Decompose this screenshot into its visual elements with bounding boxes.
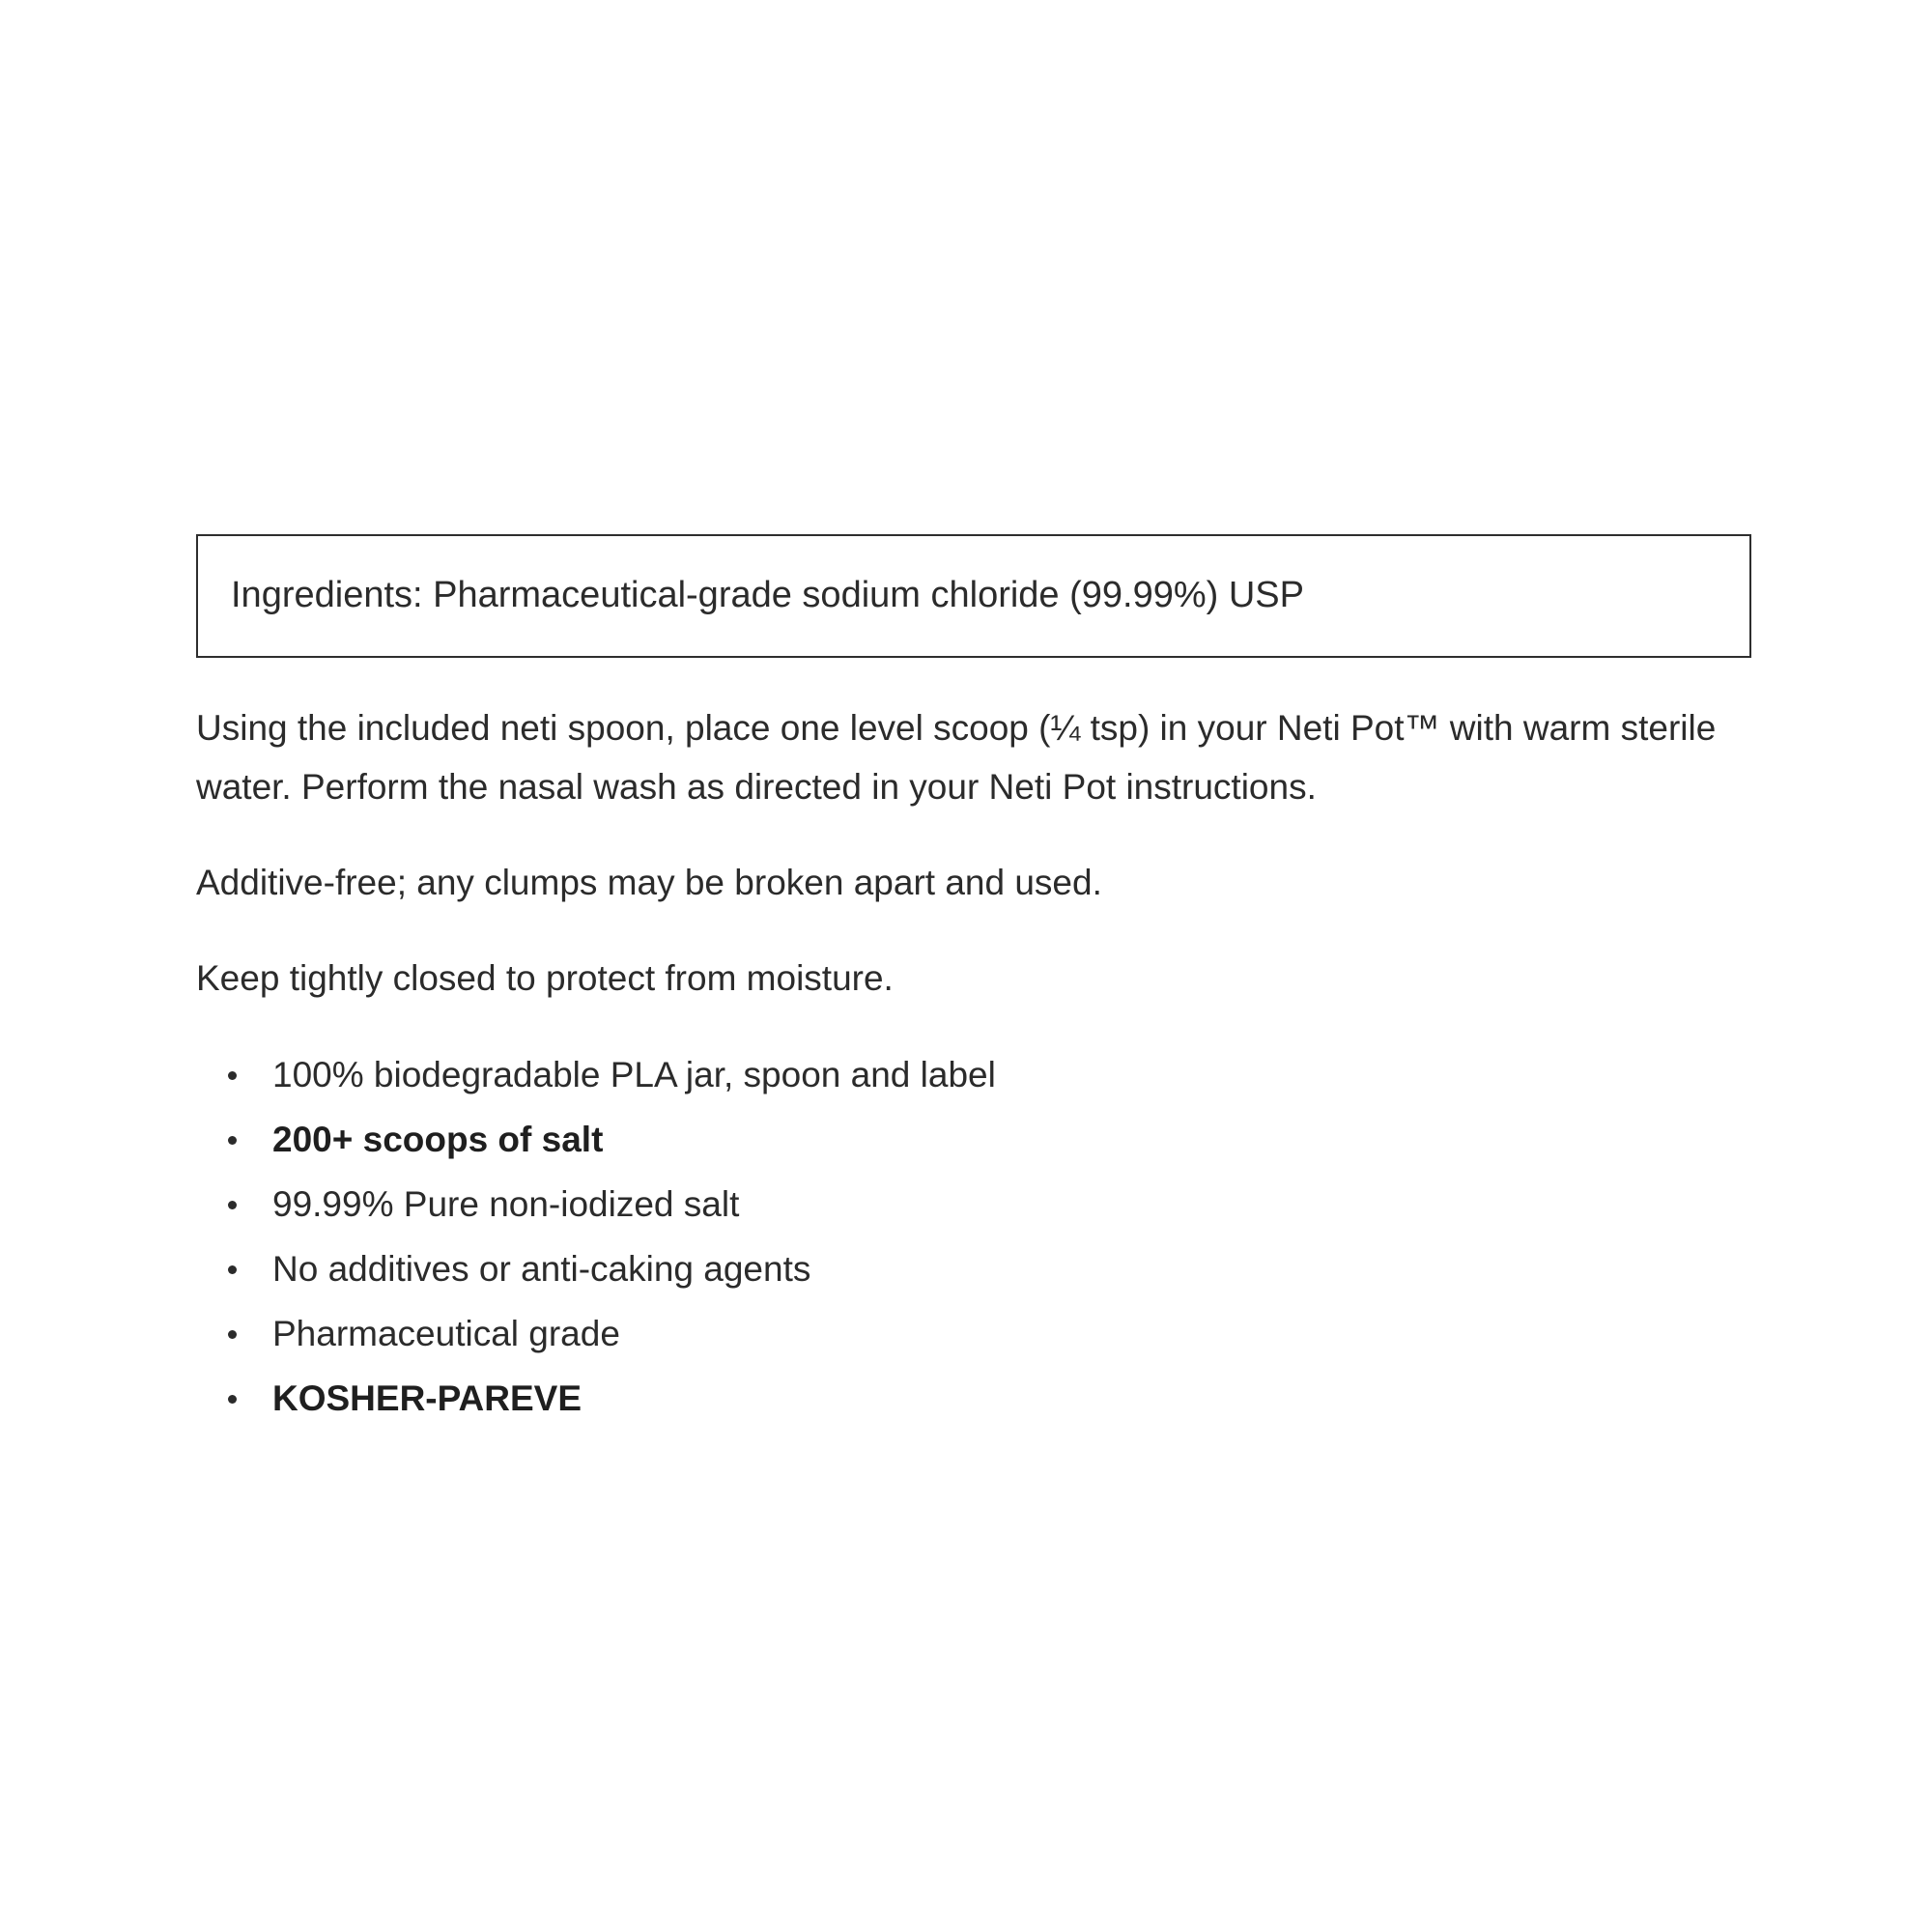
bullet-icon	[228, 1136, 237, 1145]
directions-paragraph: Using the included neti spoon, place one level scoop (¼ tsp) in your Neti Pot™ with warm sterile water. Perform the nasal wash as directed in your Neti Pot instructions.	[196, 708, 1717, 807]
ingredients-box	[196, 534, 1751, 658]
feature-text: 100% biodegradable PLA jar, spoon and label	[272, 1055, 996, 1094]
feature-text: 200+ scoops of salt	[272, 1120, 604, 1159]
list-item	[196, 1236, 1751, 1301]
feature-text: KOSHER-PAREVE	[272, 1378, 582, 1418]
bullet-icon	[228, 1201, 237, 1209]
feature-text: No additives or anti-caking agents	[272, 1249, 811, 1289]
list-item	[196, 1172, 1751, 1236]
bullet-icon	[228, 1395, 237, 1404]
feature-list	[196, 1042, 1751, 1431]
additive-paragraph: Additive-free; any clumps may be broken apart and used.	[196, 863, 1102, 902]
list-item	[196, 1107, 1751, 1172]
list-item	[196, 1301, 1751, 1366]
bullet-icon	[228, 1265, 237, 1274]
storage-paragraph: Keep tightly closed to protect from moisture.	[196, 958, 894, 998]
list-item	[196, 1366, 1751, 1431]
list-item	[196, 1042, 1751, 1107]
product-info	[196, 534, 1751, 1431]
feature-text: Pharmaceutical grade	[272, 1314, 620, 1353]
ingredients-text: Ingredients: Pharmaceutical-grade sodium chloride (99.99%) USP	[231, 575, 1304, 616]
feature-text: 99.99% Pure non-iodized salt	[272, 1184, 740, 1224]
bullet-icon	[228, 1071, 237, 1080]
bullet-icon	[228, 1330, 237, 1339]
